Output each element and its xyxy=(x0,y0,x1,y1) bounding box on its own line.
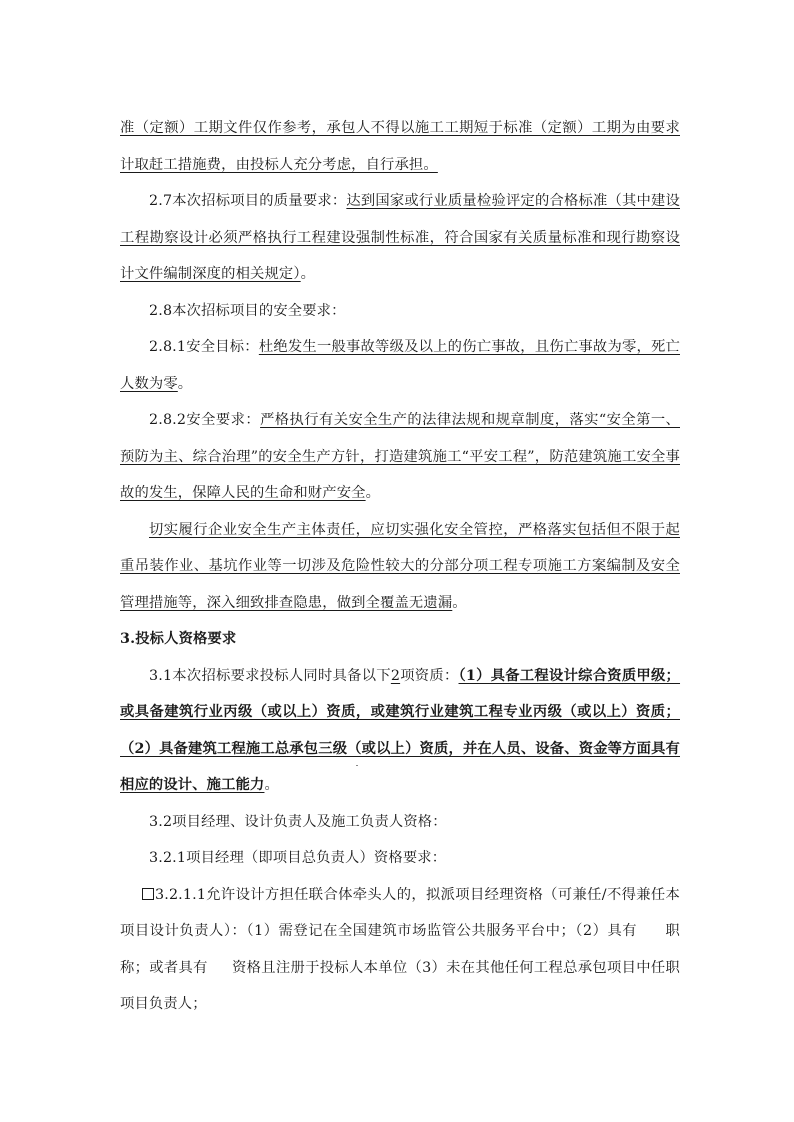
qualification-lead: 3.1本次招标要求投标人同时具备以下 xyxy=(149,667,391,684)
section-3-title: 3.投标人资格要求 xyxy=(120,631,237,647)
paragraph-safety-goal xyxy=(120,329,680,402)
safety-goal-tail: 。 xyxy=(177,375,193,392)
checkbox-icon[interactable] xyxy=(142,888,154,900)
paragraph-safety-heading xyxy=(120,293,680,330)
personnel-heading-text: 3.2项目经理、设计负责人及施工负责人资格： xyxy=(149,813,447,830)
quality-lead: 2.7本次招标项目的质量要求： xyxy=(149,193,347,209)
qualification-mid: 项资质： xyxy=(400,667,459,684)
paragraph-personnel-heading xyxy=(120,804,680,841)
quality-tail: 。 xyxy=(300,266,316,282)
safety-goal-text: 杜绝发生一般事故等级及以上的伤亡事故，且伤亡事故为零，死亡人数为零 xyxy=(120,339,680,392)
schedule-text: 准（定额）工期文件仅作参考，承包人不得以施工工期短于标准（定额）工期为由要求计取赶工措施费，由投标人充分考虑，自行承担。 xyxy=(120,120,680,173)
pm-heading-text: 3.2.1项目经理（即项目总负责人）资格要求： xyxy=(149,850,447,866)
paragraph-qualification-requirement xyxy=(120,658,680,804)
paragraph-pm-heading xyxy=(120,840,680,877)
paragraph-pm-requirements xyxy=(120,877,680,1023)
qualification-tail: 。 xyxy=(264,777,279,793)
scan-speck xyxy=(356,765,358,766)
pm-req-part3: 资格且注册于投标人本单位（3）未在其他任何工程总承包项目中任职项目负责人； xyxy=(120,959,680,1012)
paragraph-safety-requirement xyxy=(120,402,680,512)
pm-req-part1: 3.2.1.1允许设计方担任联合体牵头人的，拟派项目经理资格（可兼任/不得兼任本项目设计负责人）：（1）需登记在全国建筑市场监管公共服务平台中；（2）具有 xyxy=(120,886,680,939)
qualification-details: （1）具备工程设计综合资质甲级；或具备建筑行业丙级（或以上）资质，或建筑行业建筑工程专业丙级（或以上）资质；（2）具备建筑工程施工总承包三级（或以上）资质，并在人员、设备、资金等方面具有相应的设计、施工能力 xyxy=(120,667,681,793)
paragraph-quality-requirement xyxy=(120,183,680,293)
safety-heading-text: 2.8本次招标项目的安全要求： xyxy=(149,302,346,319)
safety-goal-lead: 2.8.1安全目标： xyxy=(149,339,259,355)
paragraph-safety-responsibility xyxy=(120,512,680,622)
pm-req-part2: 职称；或者具有 xyxy=(120,923,680,976)
safety-req-text: 严格执行有关安全生产的法律法规和规章制度，落实“安全第一、预防为主、综合治理”的安全生产方针，打造建筑施工“平安工程”，防范建筑施工安全事故的发生，保障人民的生命和财产安全 xyxy=(120,412,680,501)
safety-req-lead: 2.8.2安全要求： xyxy=(149,412,261,428)
qualification-count: 2 xyxy=(390,667,401,684)
quality-standard: 达到国家或行业质量检验评定的合格标准（其中建设工程勘察设计必须严格执行工程建设强制性标准，符合国家有关质量标准和现行勘察设计文件编制深度的相关规定） xyxy=(120,193,680,282)
section-heading-bidder-qualification xyxy=(120,621,680,658)
safety-responsibility-tail: 。 xyxy=(452,594,467,611)
document-body xyxy=(120,110,680,1023)
safety-req-tail: 。 xyxy=(365,485,381,501)
safety-responsibility-text: 切实履行企业安全生产主体责任，应切实强化安全管控，严格落实包括但不限于起重吊装作业、基坑作业等一切涉及危险性较大的分部分项工程专项施工方案编制及安全管理措施等，深入细致排查隐患，做到全覆盖无遗漏 xyxy=(120,521,680,611)
paragraph-schedule-continuation xyxy=(120,110,680,183)
